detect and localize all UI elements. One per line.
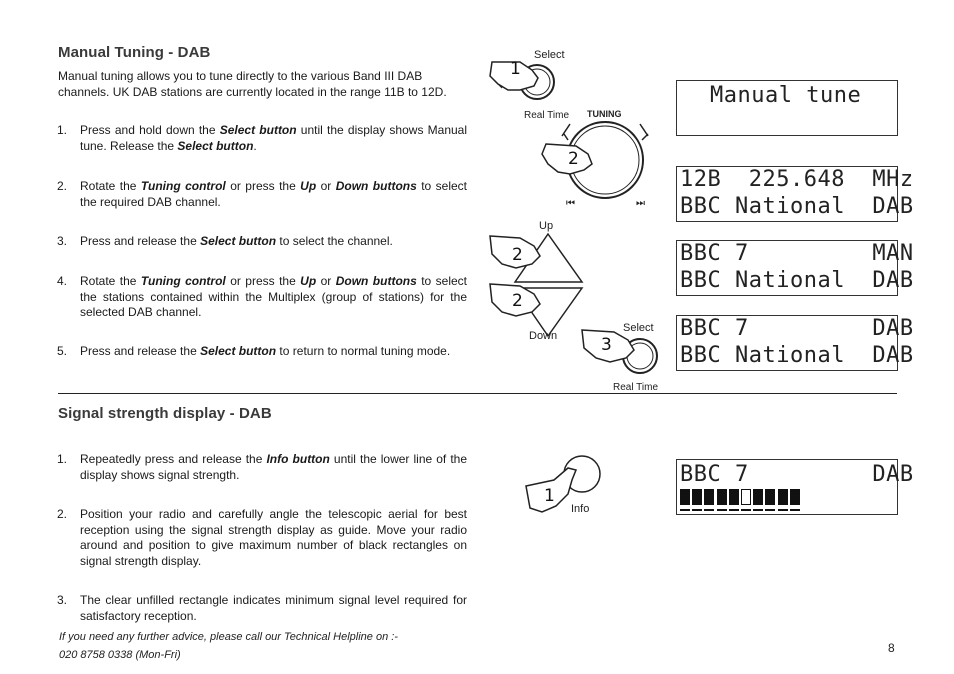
tuning-label: TUNING (587, 109, 622, 119)
display-line-2: BBC National DAB (680, 343, 914, 368)
up-label: Up (539, 220, 554, 232)
select-label: Select (623, 322, 654, 334)
signal-bar-underline (778, 509, 788, 511)
display-channel-frequency (676, 166, 914, 222)
step-text: Rotate the Tuning control or press the Up or Down buttons to select the stations contained within the Multiplex (group of stations) for the selected DAB channel. (80, 274, 467, 319)
emphasis: Select button (177, 138, 254, 153)
step-number: 1 (544, 486, 555, 506)
display-station-manual (676, 240, 914, 296)
emphasis: Down buttons (335, 179, 417, 193)
info-label: Info (571, 503, 590, 515)
signal-bar-underline (717, 509, 727, 511)
step-number: 2 (512, 291, 523, 311)
emphasis: Select button (219, 123, 297, 137)
signal-bar-underline (741, 509, 751, 511)
step-number: 3. (57, 234, 68, 248)
step-number: 2 (568, 149, 579, 169)
step-number: 2. (57, 179, 68, 193)
instruction-step (57, 123, 467, 154)
emphasis: Tuning control (140, 179, 226, 193)
emphasis: Down buttons (335, 274, 417, 288)
signal-bar (692, 489, 702, 505)
emphasis: Select button (200, 344, 277, 358)
step-text: Position your radio and carefully angle the telescopic aerial for best reception using the signal strength display as guide. Move your radio around and position to give maximum number of black rectangles on signal strength display. (80, 507, 467, 568)
signal-bar-underline (680, 509, 690, 511)
signal-bar-underline (692, 509, 702, 511)
signal-bar (717, 489, 727, 505)
signal-bar-underline (729, 509, 739, 511)
display-station-normal (676, 315, 914, 371)
intro-paragraph (58, 68, 468, 100)
signal-bar (753, 489, 763, 505)
instruction-step (57, 593, 467, 624)
section-heading-signal-strength: Signal strength display - DAB (58, 405, 272, 422)
display-line-1: Manual tune (710, 83, 862, 108)
signal-bar-underline (753, 509, 763, 511)
manual-tuning-illustration (480, 40, 680, 395)
instruction-step (57, 179, 467, 210)
signal-bar-underline (765, 509, 775, 511)
tuning-arrow-left-icon (562, 124, 570, 140)
display-line-1: BBC 7 DAB (680, 316, 914, 341)
down-label: Down (529, 330, 558, 342)
step-number: 3 (601, 335, 612, 355)
step-text: Repeatedly press and release the Info button until the lower line of the display shows signal strength. (80, 452, 467, 482)
instruction-step (57, 344, 467, 360)
signal-bar (704, 489, 714, 505)
display-line-2: BBC National DAB (680, 268, 914, 293)
signal-bar (778, 489, 788, 505)
step-number: 2 (512, 245, 523, 265)
display-line-1: 12B 225.648 MHz (680, 167, 914, 192)
emphasis: Up (300, 274, 317, 288)
select-label: Select (534, 49, 565, 61)
realtime-label: Real Time (524, 110, 570, 121)
step-number: 1 (510, 59, 521, 79)
step-number: 2. (57, 507, 68, 521)
display-line-1: BBC 7 MAN (680, 241, 914, 266)
step-text: The clear unfilled rectangle indicates minimum signal level required for satisfactory reception. (80, 593, 467, 623)
emphasis: Info button (266, 452, 330, 466)
display-signal-strength (676, 459, 914, 515)
signal-bar (680, 489, 690, 505)
step-number: 5. (57, 344, 68, 358)
step-number: 3. (57, 593, 68, 607)
step-number: 1. (57, 123, 68, 137)
display-line-2: BBC National DAB (680, 194, 914, 219)
footer-helpline-text: If you need any further advice, please call our Technical Helpline on :- (59, 631, 398, 643)
signal-bar (790, 489, 800, 505)
tuning-arrow-right-icon (640, 124, 648, 140)
info-button-illustration (520, 450, 620, 525)
section-heading-manual-tuning: Manual Tuning - DAB (58, 44, 211, 61)
next-icon: ⏭ (636, 198, 645, 209)
realtime-label: Real Time (613, 382, 659, 393)
step-text: Rotate the Tuning control or press the Up or Down buttons to select the required DAB channel. (80, 179, 467, 209)
instruction-step (57, 274, 467, 321)
step-number: 1. (57, 452, 68, 466)
step-text: Press and release the Select button to return to normal tuning mode. (80, 344, 451, 358)
display-line-1: BBC 7 DAB (680, 462, 914, 487)
section-divider (58, 393, 897, 394)
display-manual-tune (676, 80, 898, 136)
hand-pointer-icon (542, 144, 592, 174)
page-number: 8 (888, 641, 895, 655)
emphasis: Up (300, 179, 317, 193)
signal-bar-underline (704, 509, 714, 511)
intro-line-2: channels. UK DAB stations are currently located in the range 11B to 12D. (58, 85, 447, 99)
signal-bar (729, 489, 739, 505)
emphasis: Tuning control (140, 274, 226, 288)
footer-phone-number: 020 8758 0338 (Mon-Fri) (59, 649, 181, 661)
signal-bar (765, 489, 775, 505)
signal-bar-underline (790, 509, 800, 511)
previous-icon: ⏮ (566, 198, 575, 209)
intro-line-1: Manual tuning allows you to tune directly to the various Band III DAB (58, 69, 423, 83)
step-text: Press and hold down the Select button until the display shows Manual tune. Release the Select button. (80, 123, 468, 153)
step-text: Press and release the Select button to select the channel. (80, 234, 393, 248)
step-number: 4. (57, 274, 68, 288)
emphasis: Select button (200, 234, 277, 248)
instruction-step (57, 234, 467, 250)
instruction-step (57, 452, 467, 483)
instruction-step (57, 507, 467, 569)
signal-bar-minimum (741, 489, 751, 505)
